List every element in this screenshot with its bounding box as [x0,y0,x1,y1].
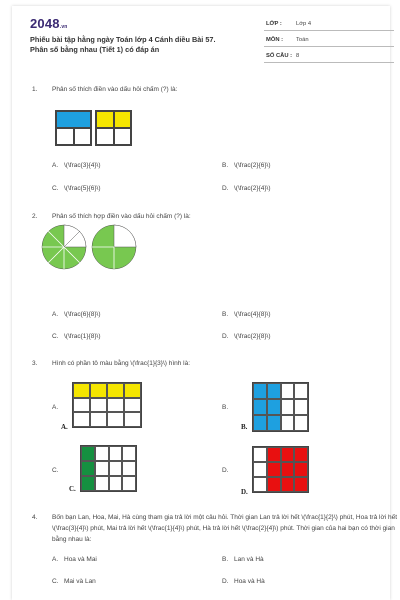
worksheet-page [12,6,398,600]
q1-option-a[interactable]: A. \(\frac{3}{4}\) [52,162,101,169]
q4-option-a[interactable]: A. Hoa và Mai [52,556,97,563]
question-1-text: Phân số thích điền vào dấu hỏi chấm (?) là: [52,86,178,93]
question-1-number: 1. [32,86,38,93]
q1-option-b[interactable]: B. \(\frac{2}{6}\) [222,162,271,169]
q4-option-d[interactable]: D. Hoa và Hà [222,578,265,585]
q2-option-c[interactable]: C. \(\frac{1}{8}\) [52,333,101,340]
question-4-number: 4. [32,514,38,521]
fraction-square-left [55,110,92,146]
meta-row-class: LỚP : Lớp 4 [264,19,394,31]
q3-figure-label-d: D. [241,488,248,496]
fraction-square-right [95,110,132,146]
worksheet-title: Phiếu bài tập hằng ngày Toán lớp 4 Cánh diều Bài 57. Phân số bằng nhau (Tiết 1) có đáp án [30,35,216,54]
question-1-figure [55,110,132,146]
q3-figure-label-b: B. [241,423,248,431]
site-logo[interactable]: 2048.vn [30,16,68,31]
question-3-text: Hình có phần tô màu bằng \(\frac{1}{3}\) hình là: [52,360,191,367]
q3-option-b[interactable]: B. [222,404,229,411]
q4-option-c[interactable]: C. Mai và Lan [52,578,96,585]
q3-grid-b [252,382,309,432]
q3-figure-label-c: C. [69,485,76,493]
question-2-pie-figure [40,220,140,274]
q3-option-a[interactable]: A. [52,404,59,411]
question-4-text: Bốn bạn Lan, Hoa, Mai, Hà cùng tham gia trả lời một câu hỏi. Thời gian Lan trả lời hết \(\frac{1}{2}\) phút, Hoa trả lời hết \(\frac{3}{4}\) phút, Mai trả lời hết \(\frac{1}{4}\) phút, Hà trả lời hết \(\frac{2}{4}\) phút. Thời gian của hai bạn có thời gian bằng nhau là: [52,514,398,543]
question-3-number: 3. [32,360,38,367]
q3-option-c[interactable]: C. [52,467,59,474]
q3-figure-label-a: A. [61,423,68,431]
q3-grid-d [252,446,309,493]
q2-option-a[interactable]: A. \(\frac{6}{8}\) [52,311,101,318]
q2-option-d[interactable]: D. \(\frac{2}{8}\) [222,333,271,340]
question-2-text: Phân số thích hợp điền vào dấu hỏi chấm (?) là: [52,213,191,220]
q2-option-b[interactable]: B. \(\frac{4}{8}\) [222,311,271,318]
q3-option-d[interactable]: D. [222,467,229,474]
meta-row-subject: MÔN : Toán [264,35,394,47]
q3-grid-c [80,445,137,492]
q4-option-b[interactable]: B. Lan và Hà [222,556,264,563]
q3-grid-a [72,382,142,428]
q1-option-d[interactable]: D. \(\frac{2}{4}\) [222,185,271,192]
question-2-number: 2. [32,213,38,220]
q1-option-c[interactable]: C. \(\frac{5}{6}\) [52,185,101,192]
pie-right [92,225,136,269]
meta-panel [264,19,394,67]
meta-row-count: SỐ CÂU : 8 [264,51,394,63]
pie-left [42,225,86,269]
